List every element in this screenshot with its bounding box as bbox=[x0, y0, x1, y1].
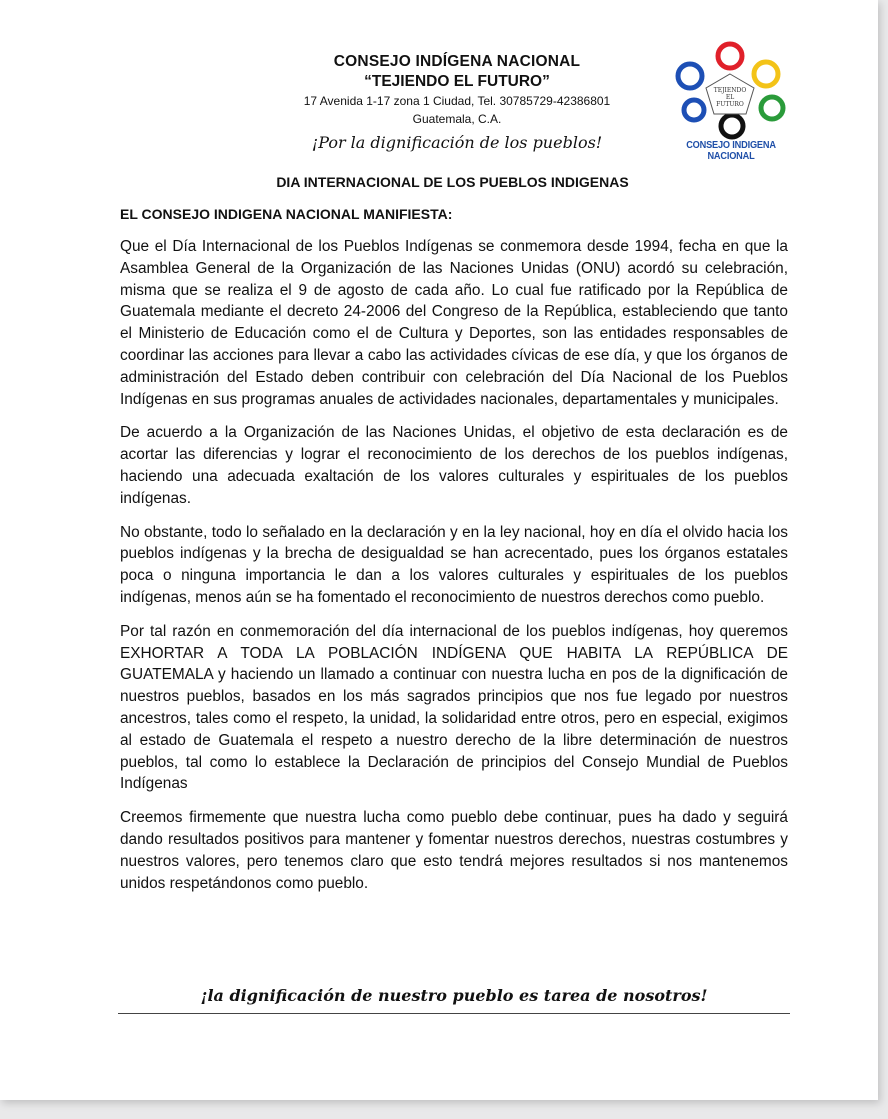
logo-inner-text-1: TEJIENDO bbox=[713, 87, 747, 94]
paragraph: No obstante, todo lo señalado en la declaración y en la ley nacional, hoy en día el olvido hacia los pueblos indígenas y la brecha de desigualdad se han acrecentado, pues los órganos estatales poca o ninguna importancia le dan a los valores culturales y espirituales de los pueblos indígenas, menos aún se ha fomentado el reconocimiento de nuestros derechos como pueblo. bbox=[120, 523, 788, 606]
organization-slogan: ¡Por la dignificación de los pueblos! bbox=[311, 133, 603, 152]
paragraph: Que el Día Internacional de los Pueblos Indígenas se conmemora desde 1994, fecha en que la Asamblea General de la Organización de las Naciones Unidas (ONU) acordó su celebración, misma que se realiza el 9 de agosto de cada año. Lo cual fue ratificado por la República de Guatemala mediante el decreto 24-2006 del Congreso de la República, estableciendo que tanto el Ministerio de Educación como el de Cultura y Deportes, son las entidades responsables de coordinar las acciones para llevar a cabo las actividades cívicas de ese día, y que los órganos de administración del Estado deben contribuir con celebración del Día Nacional de los Pueblos Indígenas en sus programas anuales de actividades nacionales, departamentales y municipales. bbox=[120, 238, 788, 408]
paragraph: Por tal razón en conmemoración del día internacional de los pueblos indígenas, hoy queremos EXHORTAR A TODA LA POBLACIÓN INDÍGENA QUE HABITA LA REPÚBLICA DE GUATEMALA y haciendo un llamado a continuar con nuestra lucha en pos de la dignificación de nuestros pueblos, basados en los más sagrados principios que nos fue legado por nuestros ancestros, tales como el respeto, la unidad, la solidaridad entre otros, pero en especial, exigimos al estado de Guatemala el respeto a nuestro derecho de la libre determinación de nuestros pueblos, tal como lo establece la Declaración de principios del Consejo Mundial de Pueblos Indígenas bbox=[120, 622, 788, 793]
logo-inner-text-3: FUTURO bbox=[716, 101, 744, 108]
document-body bbox=[120, 236, 788, 906]
closing-slogan: ¡la dignificación de nuestro pueblo es tarea de nosotros! bbox=[200, 986, 708, 1005]
logo-ring-red-top bbox=[718, 44, 742, 68]
organization-address: 17 Avenida 1-17 zona 1 Ciudad, Tel. 30785729-42386801 bbox=[303, 94, 611, 108]
logo-ring-blue-left bbox=[678, 64, 702, 88]
logo-ring-yellow-right bbox=[754, 62, 778, 86]
organization-city: Guatemala, C.A. bbox=[412, 112, 502, 126]
organization-motto: “TEJIENDO EL FUTURO” bbox=[364, 73, 550, 90]
logo-ring-black-bottom bbox=[721, 115, 743, 137]
document-title: DIA INTERNACIONAL DE LOS PUEBLOS INDIGENAS bbox=[276, 174, 629, 190]
paragraph: De acuerdo a la Organización de las Naciones Unidas, el objetivo de esta declaración es de acortar las diferencias y lograr el reconocimiento de los derechos de los pueblos indígenas, haciendo una adecuada exaltación de los valores culturales y espirituales de los pueblos indígenas. bbox=[120, 424, 788, 507]
logo-inner-text-2: EL bbox=[725, 94, 735, 101]
logo-ring-green-right bbox=[761, 97, 783, 119]
logo-caption: CONSEJO INDIGENA NACIONAL bbox=[686, 140, 776, 162]
letterhead bbox=[262, 52, 652, 154]
logo-ring-blue-bottom-left bbox=[684, 100, 704, 120]
closing-divider bbox=[118, 1013, 790, 1014]
paragraph: Creemos firmemente que nuestra lucha como pueblo debe continuar, pues ha dado y seguirá dando resultados positivos para mantener y fomentar nuestros derechos, nuestras costumbres y nuestros valores, pero tenemos claro que esto tendrá mejores resultados si nos mantenemos unidos respetándonos como pueblo. bbox=[120, 809, 788, 892]
manifest-heading: EL CONSEJO INDIGENA NACIONAL MANIFIESTA: bbox=[120, 206, 453, 222]
organization-name: CONSEJO INDÍGENA NACIONAL bbox=[333, 53, 581, 70]
